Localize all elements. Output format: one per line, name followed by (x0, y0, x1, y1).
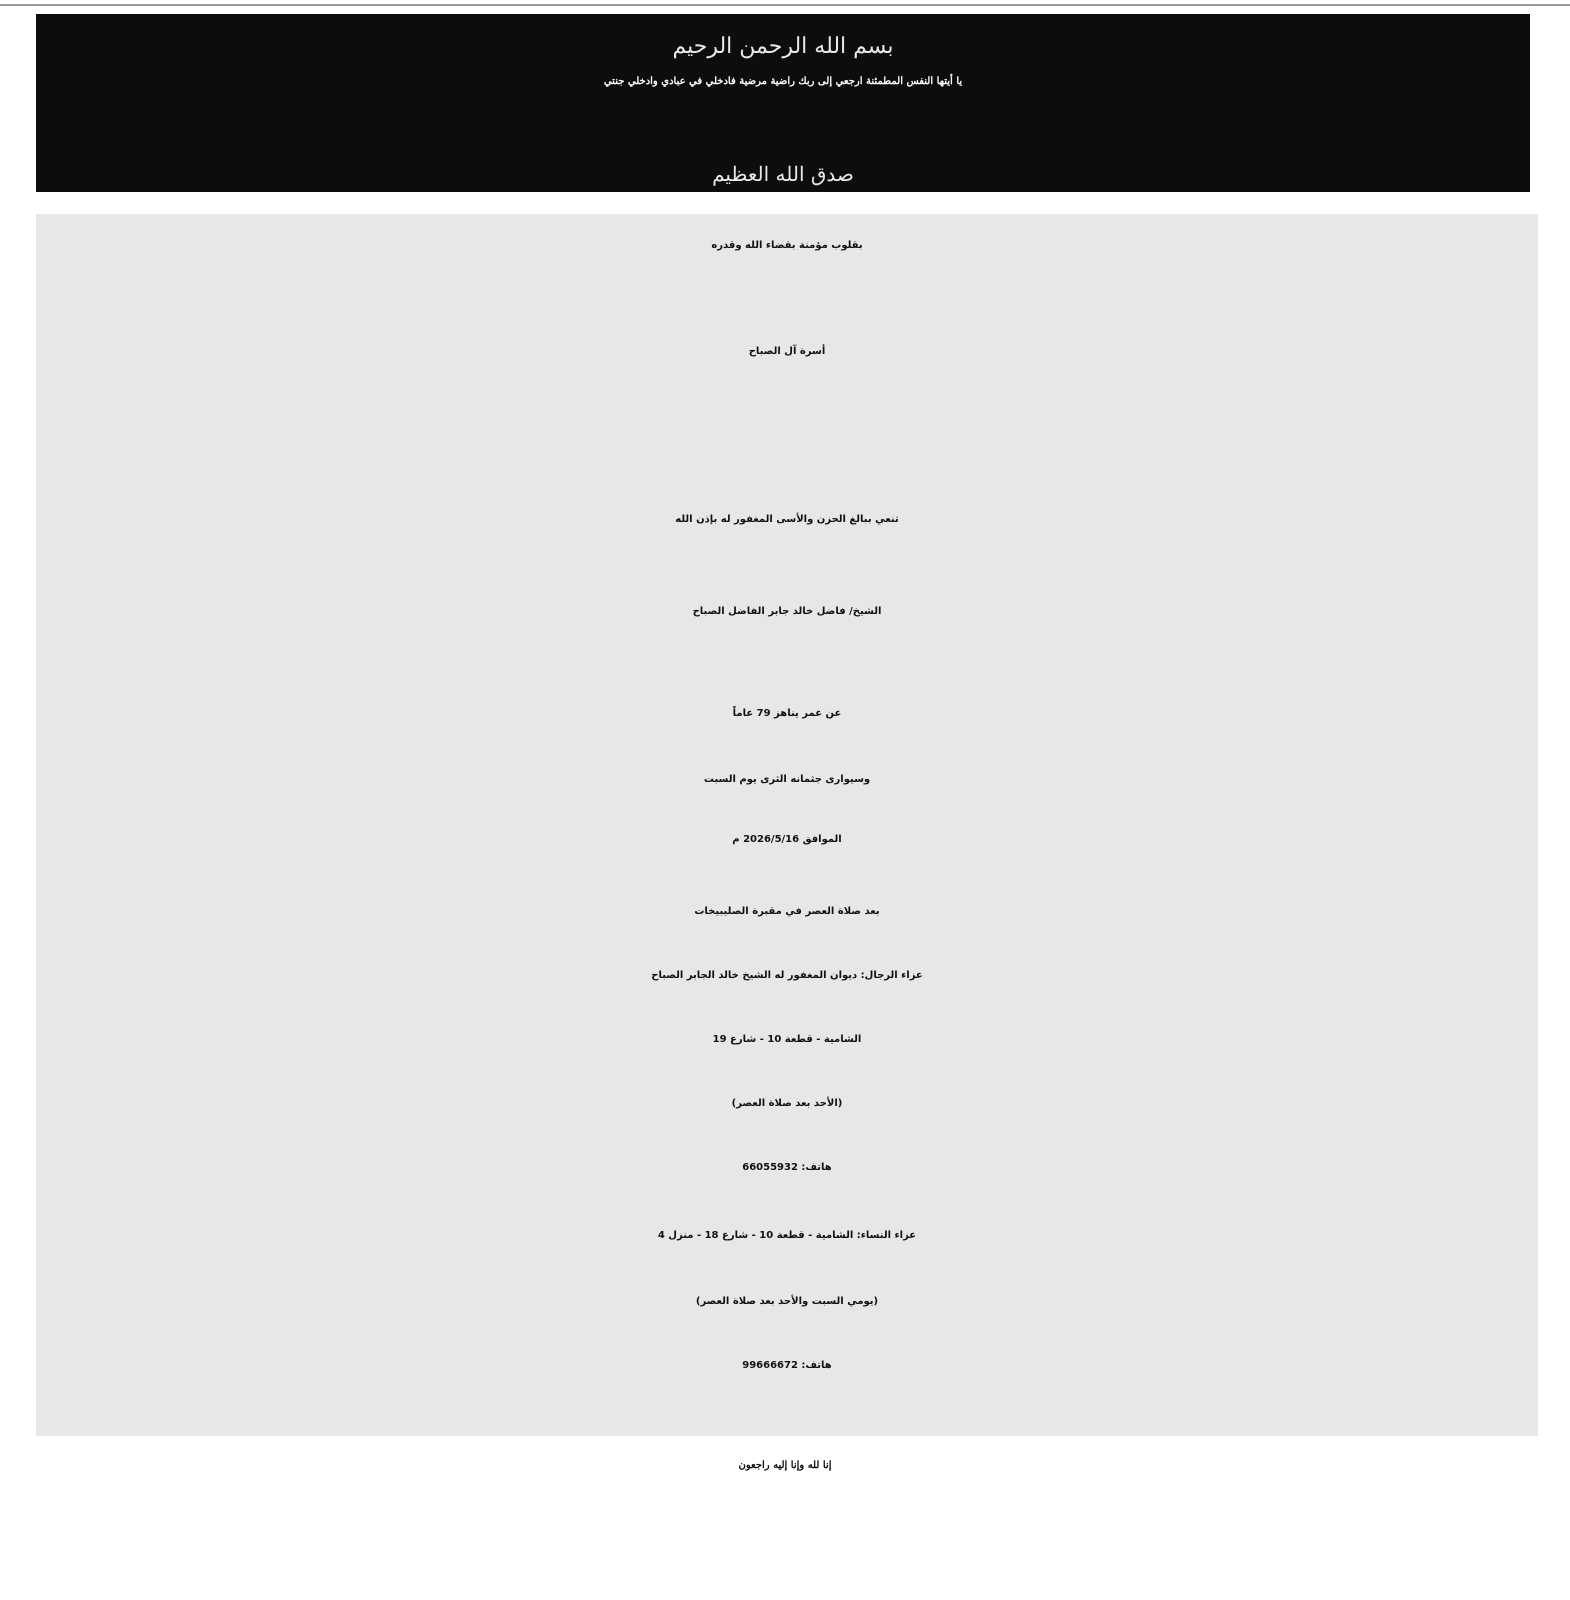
deceased-name: الشيخ/ فاضل خالد جابر الفاضل الصباح (692, 606, 882, 617)
age-line: عن عمر يناهز 79 عاماً (732, 708, 842, 719)
intro-line: بقلوب مؤمنة بقضاء الله وقدره (711, 240, 863, 251)
obituary-panel (36, 214, 1538, 1436)
men-condolence-venue: عزاء الرجال: ديوان المغفور له الشيخ خالد الجابر الصباح (651, 970, 923, 981)
women-condolence-phone: هاتف: 99666672 (742, 1360, 832, 1371)
burial-line: وسيوارى جثمانه الثرى يوم السبت (703, 774, 871, 785)
verse-text: يا أيتها النفس المطمئنة ارجعي إلى ربك راضية مرضية فادخلي في عبادي وادخلي جنتي (603, 76, 963, 87)
basmala-text: بسم الله الرحمن الرحيم (672, 34, 894, 59)
burial-location: بعد صلاة العصر في مقبرة الصليبيخات (694, 906, 880, 917)
men-condolence-address: الشامية - قطعة 10 - شارع 19 (712, 1034, 862, 1045)
women-condolence-address: عزاء النساء: الشامية - قطعة 10 - شارع 18 - منزل 4 (657, 1230, 917, 1241)
quran-verse-banner (36, 14, 1530, 192)
men-condolence-phone: هاتف: 66055932 (742, 1162, 832, 1173)
burial-date: الموافق 2026/5/16 م (732, 834, 842, 845)
men-condolence-time: (الأحد بعد صلاة العصر) (731, 1098, 843, 1109)
top-divider (0, 4, 1570, 6)
verse-closing-text: صدق الله العظيم (712, 162, 854, 186)
mourning-line: تنعي ببالغ الحزن والأسى المغفور له بإذن الله (675, 514, 899, 525)
women-condolence-time: (يومي السبت والأحد بعد صلاة العصر) (695, 1296, 879, 1307)
family-name-heading: أسرة آل الصباح (748, 346, 826, 357)
closing-calligraphy: إنا لله وإنا إليه راجعون (738, 1460, 832, 1471)
